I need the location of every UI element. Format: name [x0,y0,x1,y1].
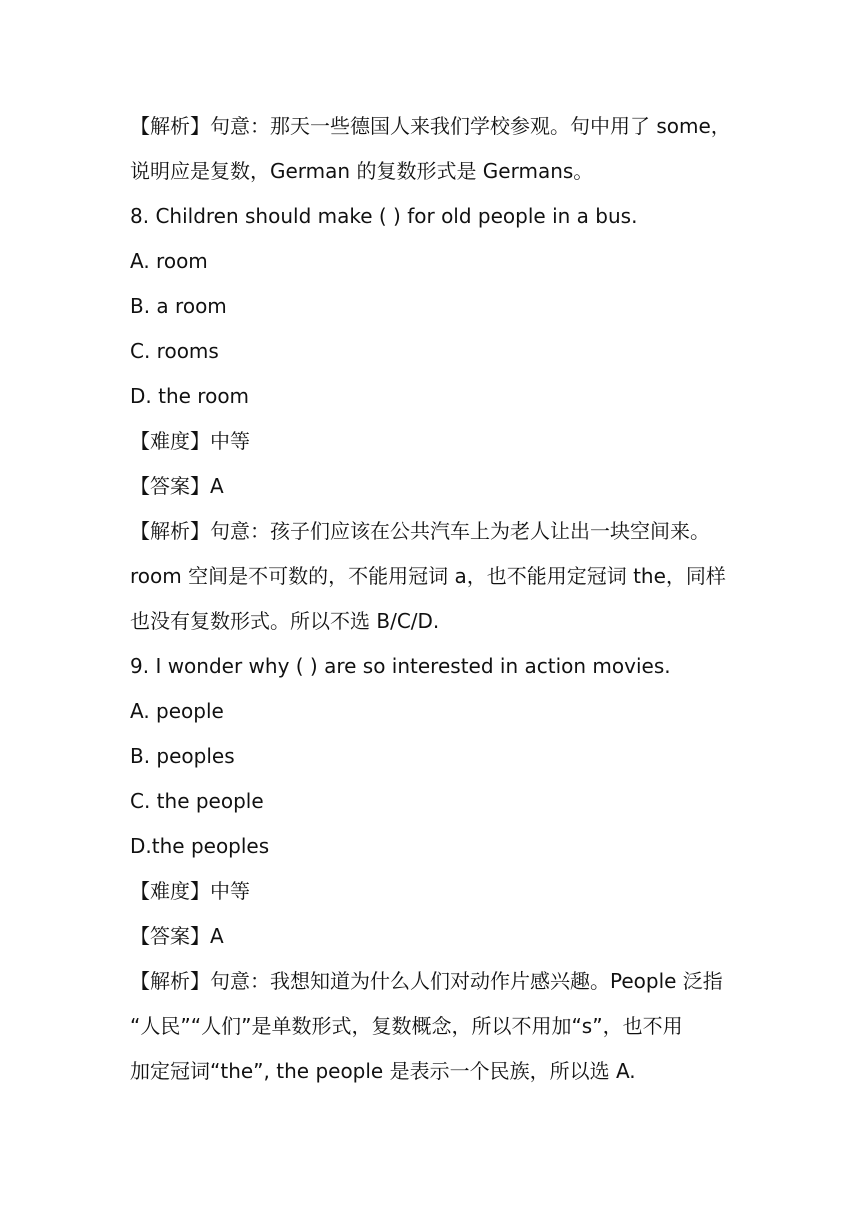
question-8-option-b: B. a room [130,294,227,318]
analysis-q9-line-2: “人民”“人们”是单数形式，复数概念，所以不用加“s”，也不用 [130,1014,683,1038]
question-9-stem: 9. I wonder why ( ) are so interested in action movies. [130,654,671,678]
analysis-q7-line-1: 【解析】句意：那天一些德国人来我们学校参观。句中用了 some， [130,114,731,138]
question-8-option-c: C. rooms [130,339,219,363]
question-9-option-c: C. the people [130,789,264,813]
document-body [130,104,734,1094]
question-9-answer: 【答案】A [130,924,224,948]
question-8-option-d: D. the room [130,384,250,408]
question-9-difficulty: 【难度】中等 [130,879,250,903]
question-9-option-d: D.the peoples [130,834,270,858]
analysis-q8-line-3: 也没有复数形式。所以不选 B/C/D. [130,609,440,633]
analysis-q7-line-2: 说明应是复数，German 的复数形式是 Germans。 [130,159,594,183]
analysis-q9-line-1: 【解析】句意：我想知道为什么人们对动作片感兴趣。People 泛指 [130,969,723,993]
question-8-difficulty: 【难度】中等 [130,429,250,453]
analysis-q8-line-2: room 空间是不可数的，不能用冠词 a，也不能用定冠词 the，同样 [130,564,726,588]
question-9-option-b: B. peoples [130,744,235,768]
question-9-option-a: A. people [130,699,224,723]
question-8-stem: 8. Children should make ( ) for old people in a bus. [130,204,638,228]
question-8-answer: 【答案】A [130,474,224,498]
question-8-option-a: A. room [130,249,208,273]
analysis-q8-line-1: 【解析】句意：孩子们应该在公共汽车上为老人让出一块空间来。 [130,519,710,543]
analysis-q9-line-3: 加定冠词“the”, the people 是表示一个民族，所以选 A. [130,1059,636,1083]
